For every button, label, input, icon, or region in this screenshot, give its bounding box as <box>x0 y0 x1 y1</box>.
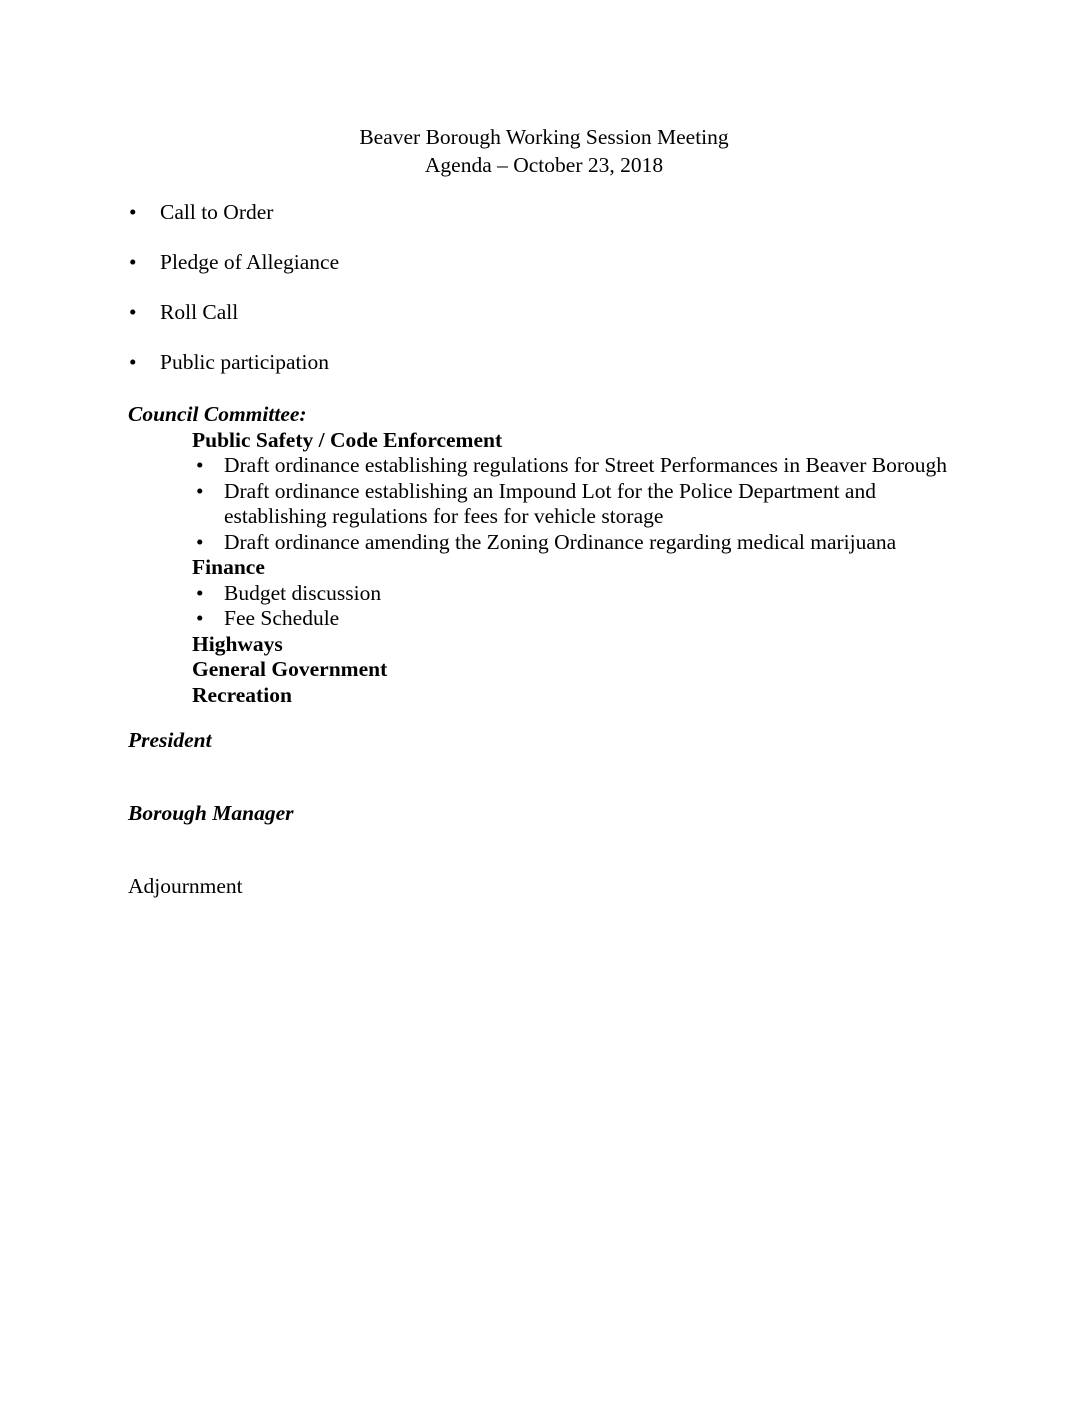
committee-name-general-government: General Government <box>192 657 388 681</box>
list-item <box>192 479 960 530</box>
committee-item-text: Draft ordinance amending the Zoning Ordinance regarding medical marijuana <box>224 529 897 554</box>
list-item <box>128 198 1088 226</box>
agenda-item-text: Roll Call <box>160 300 239 324</box>
finance-item-list <box>192 581 960 632</box>
council-committee-heading: Council Committee: <box>128 402 307 426</box>
list-item <box>192 530 960 556</box>
bullet-icon: • <box>196 529 204 554</box>
list-item <box>192 581 960 607</box>
committee-name-recreation: Recreation <box>192 682 292 707</box>
committee-name-public-safety: Public Safety / Code Enforcement <box>192 427 503 452</box>
officer-borough-manager: Borough Manager <box>128 800 294 825</box>
officer-president: President <box>128 728 212 752</box>
committee-item-text: Draft ordinance establishing an Impound Lot for the Police Department and establishing regulations for fees for vehicle storage <box>224 478 876 528</box>
committee-item-text: Budget discussion <box>224 580 382 605</box>
bullet-icon: • <box>196 478 204 503</box>
closing-adjournment: Adjournment <box>128 874 243 898</box>
committee-name-finance: Finance <box>192 555 265 579</box>
bullet-icon: • <box>129 250 137 274</box>
bullet-icon: • <box>129 200 137 224</box>
committee-item-text: Fee Schedule <box>224 606 340 630</box>
title-line-2: Agenda – October 23, 2018 <box>424 153 664 177</box>
committee-name-highways: Highways <box>192 631 283 656</box>
committee-item-text: Draft ordinance establishing regulations for Street Performances in Beaver Borough <box>224 453 948 477</box>
bullet-icon: • <box>196 606 204 630</box>
bullet-icon: • <box>196 580 204 605</box>
title-line-1: Beaver Borough Working Session Meeting <box>359 125 729 149</box>
agenda-item-text: Public participation <box>160 350 329 374</box>
bullet-icon: • <box>196 453 204 477</box>
list-item <box>192 606 960 632</box>
public-safety-item-list <box>192 453 960 555</box>
agenda-list <box>128 198 1088 376</box>
document-title <box>0 0 1088 179</box>
list-item <box>192 453 960 479</box>
list-item <box>128 248 1088 276</box>
bullet-icon: • <box>129 350 137 374</box>
council-committee-section <box>128 402 960 708</box>
list-item <box>128 298 1088 326</box>
agenda-item-text: Pledge of Allegiance <box>160 250 340 274</box>
list-item <box>128 348 1088 376</box>
agenda-item-text: Call to Order <box>160 200 274 224</box>
bullet-icon: • <box>129 300 137 324</box>
